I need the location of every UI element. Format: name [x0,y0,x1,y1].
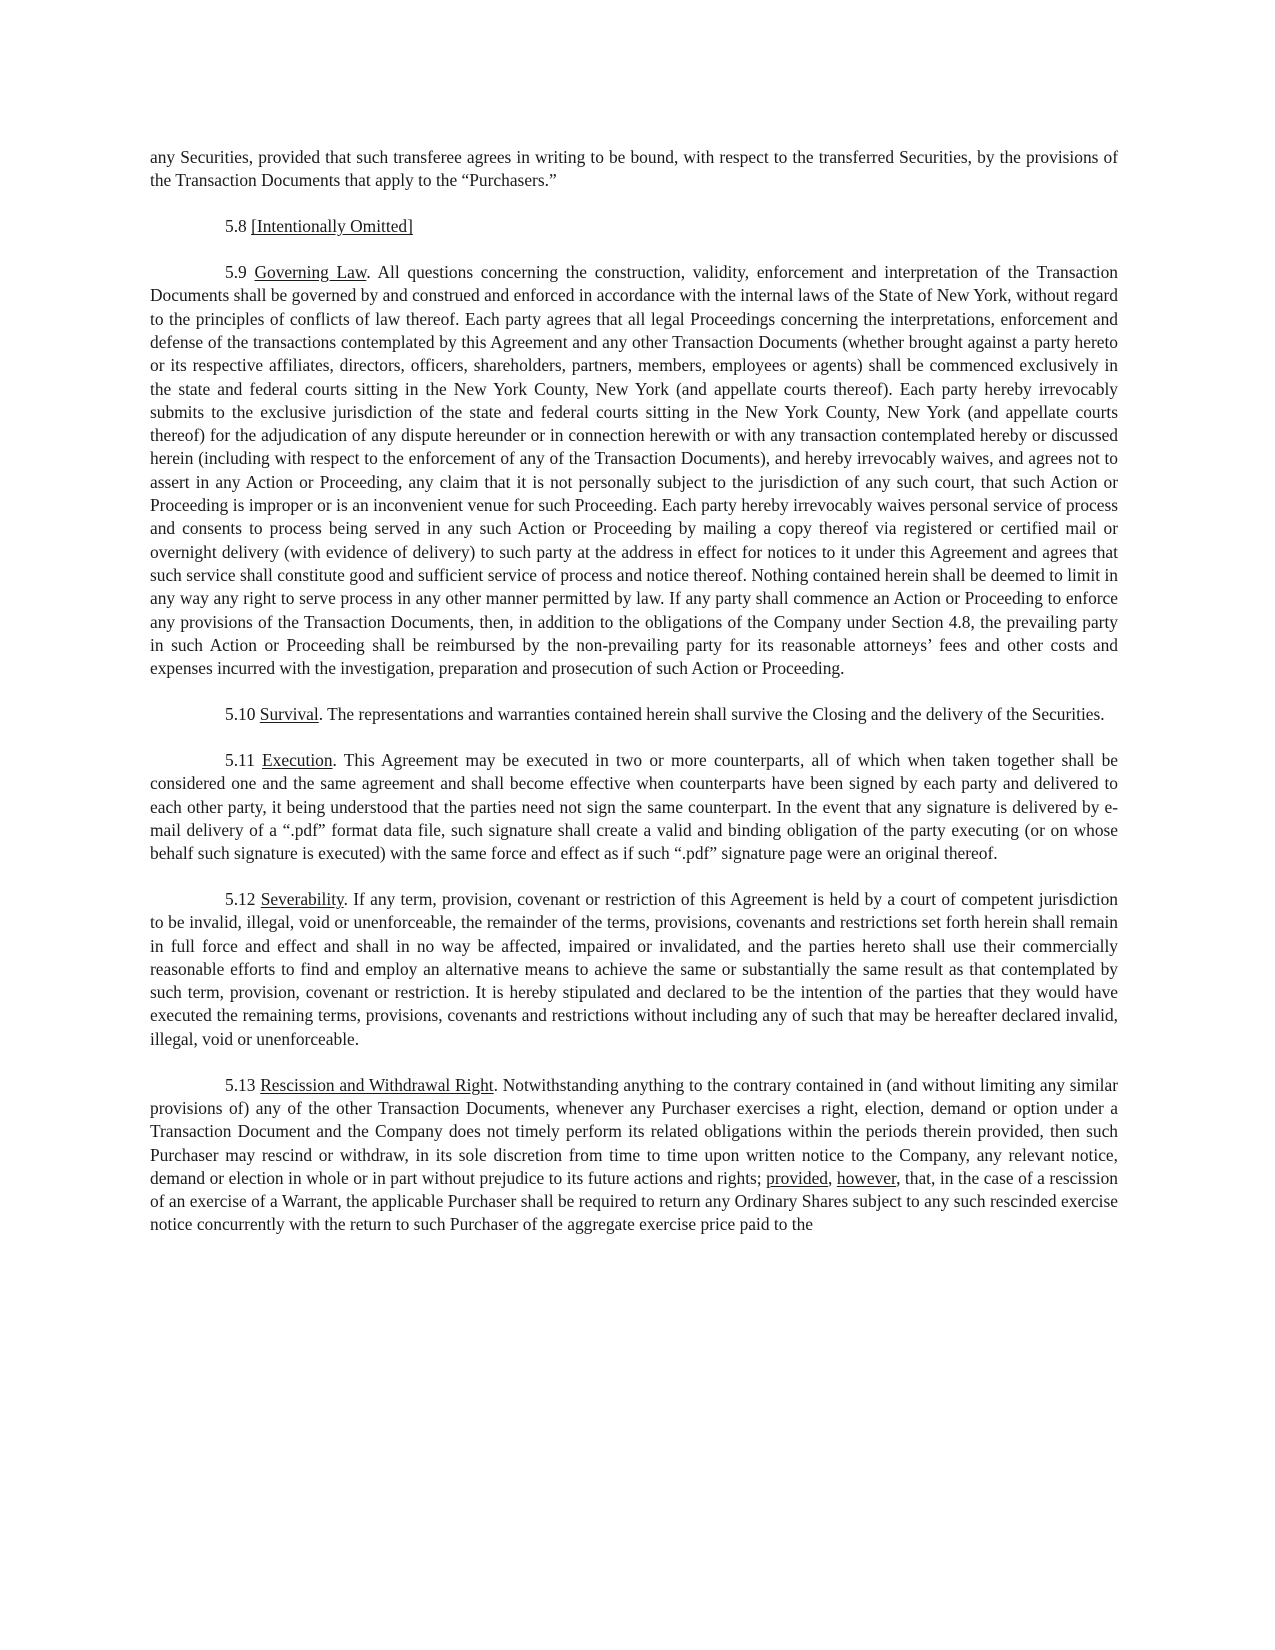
section-heading: Governing Law [254,262,367,283]
section-heading: Rescission and Withdrawal Right [260,1074,494,1095]
section-5-13 [150,1074,1118,1237]
section-number: 5.12 [225,888,256,909]
section-number: 5.8 [225,216,247,237]
section-heading: Severability [260,888,344,909]
term-separator: , [828,1167,837,1188]
section-body: . All questions concerning the construction, validity, enforcement and interpretation of the Transaction Documents shall be governed by and construed and enforced in accordance with the internal laws of the State of New York, without regard to the principles of conflicts of law thereof. Each party agrees that all legal Proceedings concerning the interpretations, enforcement and defense of the transactions contemplated by this Agreement and any other Transaction Documents (whether brought against a party hereto or its respective affiliates, directors, officers, shareholders, partners, members, employees or agents) shall be commenced exclusively in the state and federal courts sitting in the New York County, New York (and appellate courts thereof). Each party hereby irrevocably submits to the exclusive jurisdiction of the state and federal courts sitting in the New York County, New York (and appellate courts thereof) for the adjudication of any dispute hereunder or in connection herewith or with any transaction contemplated hereby or discussed herein (including with respect to the enforcement of any of the Transaction Documents), and hereby irrevocably waives, and agrees not to assert in any Action or Proceeding, any claim that it is not personally subject to the jurisdiction of any such court, that such Action or Proceeding is improper or is an inconvenient venue for such Proceeding. Each party hereby irrevocably waives personal service of process and consents to process being served in any such Action or Proceeding by mailing a copy thereof via registered or certified mail or overnight delivery (with evidence of delivery) to such party at the address in effect for notices to it under this Agreement and agrees that such service shall constitute good and sufficient service of process and notice thereof. Nothing contained herein shall be deemed to limit in any way any right to serve process in any other manner permitted by law. If any party shall commence an Action or Proceeding to enforce any provisions of the Transaction Documents, then, in addition to the obligations of the Company under Section 4.8, the prevailing party in such Action or Proceeding shall be reimbursed by the non-prevailing party for its reasonable attorneys’ fees and other costs and expenses incurred with the investigation, preparation and prosecution of such Action or Proceeding. [150,262,1118,679]
section-5-10 [150,703,1118,726]
document-page [150,146,1118,1237]
section-heading: Execution [262,749,333,770]
section-number: 5.13 [225,1074,256,1095]
term-provided: provided [766,1167,828,1188]
section-body: . If any term, provision, covenant or restriction of this Agreement is held by a court of competent jurisdiction to be invalid, illegal, void or unenforceable, the remainder of the terms, provisions, covenants and restrictions set forth herein shall remain in full force and effect and shall in no way be affected, impaired or invalidated, and the parties hereto shall use their commercially reasonable efforts to find and employ an alternative means to achieve the same or substantially the same result as that contemplated by such term, provision, covenant or restriction. It is hereby stipulated and declared to be the intention of the parties that they would have executed the remaining terms, provisions, covenants and restrictions without including any of such that may be hereafter declared invalid, illegal, void or unenforceable. [150,888,1118,1049]
section-number: 5.9 [225,262,247,283]
continuation-paragraph: any Securities, provided that such transferee agrees in writing to be bound, with respect to the transferred Securities, by the provisions of the Transaction Documents that apply to the “Purchasers.” [150,147,1118,191]
section-body: . This Agreement may be executed in two or more counterparts, all of which when taken together shall be considered one and the same agreement and shall become effective when counterparts have been signed by each party and delivered to each other party, it being understood that the parties need not sign the same counterpart. In the event that any signature is delivered by e-mail delivery of a “.pdf” format data file, such signature shall create a valid and binding obligation of the party executing (or on whose behalf such signature is executed) with the same force and effect as if such “.pdf” signature page were an original thereof. [150,749,1118,864]
section-5-9 [150,261,1118,680]
section-heading: [Intentionally Omitted] [251,216,413,237]
section-5-8 [150,215,1118,238]
term-however: however [836,1167,897,1188]
section-heading: Survival [259,704,319,725]
section-number: 5.10 [225,704,256,725]
section-body: . The representations and warranties contained herein shall survive the Closing and the delivery of the Securities. [318,704,1105,725]
section-5-12 [150,888,1118,1051]
section-body: . Notwithstanding anything to the contrary contained in (and without limiting any similar provisions of) any of the other Transaction Documents, whenever any Purchaser exercises a right, election, demand or option under a Transaction Document and the Company does not timely perform its related obligations within the periods therein provided, then such Purchaser may rescind or withdraw, in its sole discretion from time to time upon written notice to the Company, any relevant notice, demand or election in whole or in part without prejudice to its future actions and rights; [150,1074,1118,1188]
section-body-continued: , that, in the case of a rescission of an exercise of a Warrant, the applicable Purchaser shall be required to return any Ordinary Shares subject to any such rescinded exercise notice concurrently with the return to such Purchaser of the aggregate exercise price paid to the [150,1167,1118,1235]
section-5-11 [150,749,1118,865]
section-number: 5.11 [225,749,255,770]
